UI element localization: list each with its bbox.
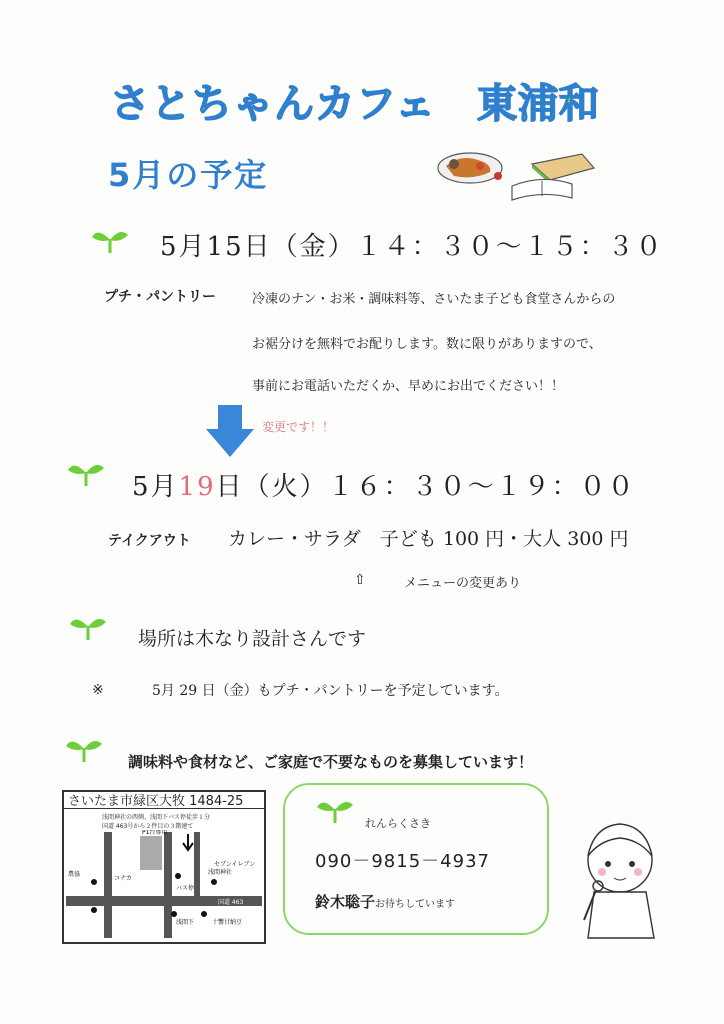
map-label-shrine: 浅間神社	[208, 869, 233, 876]
contact-waiting: お待ちしています	[375, 899, 456, 910]
collect-text: 調味料や食材など、ご家庭で不要なものを募集しています！	[128, 753, 534, 771]
event2-date	[132, 466, 636, 503]
sprout-icon	[68, 612, 108, 642]
event1-label: プチ・パントリー	[104, 289, 216, 305]
sprout-icon	[66, 458, 106, 488]
note-text: 5月 29 日（金）もプチ・パントリーを予定しています。	[152, 683, 509, 699]
event2-label: テイクアウト	[108, 533, 191, 549]
event2-date-prefix: 5月	[132, 472, 179, 502]
event1-line-1: 冷凍のナン・お米・調味料等、さいたま子ども食堂さんからの	[252, 292, 616, 307]
map-label-nokyo: 農協	[68, 871, 81, 878]
map-drawing	[64, 830, 264, 940]
event1-line-2: お裾分けを無料でお配りします。数に限りがありますので、	[252, 337, 602, 352]
map-label-store: セブンイレブン	[214, 861, 256, 868]
map-label-route: 国道 463	[218, 899, 244, 906]
contact-box	[283, 783, 549, 935]
food-illustration	[432, 146, 602, 202]
up-arrow-icon: ⇧	[354, 572, 366, 588]
map-label-amanatto: 十響甘納豆	[212, 919, 243, 926]
change-note: 変更です！！	[262, 420, 335, 434]
event2-menu-note: メニューの変更あり	[404, 576, 522, 591]
event2-date-suffix: 日（火）１６：３０～１９：００	[215, 472, 636, 502]
arrow-down-icon	[204, 405, 256, 459]
map-label-asamashita: 浅間下	[176, 919, 195, 926]
character-illustration	[574, 810, 664, 940]
map-label-konaka: コナカ	[114, 875, 132, 882]
map-label-parking: P1台専用	[142, 830, 168, 836]
map-caption-1: 浅間神社の西側、浅間下バス停徒歩１分	[102, 814, 211, 821]
contact-phone: 090－9815－4937	[315, 851, 490, 872]
event2-menu: カレー・サラダ 子ども 100 円・大人 300 円	[228, 528, 629, 550]
contact-signature	[315, 891, 455, 912]
page-title: さとちゃんカフェ 東浦和	[110, 81, 600, 127]
map-caption-2: 国道 463号から２件目の３階建て	[102, 823, 194, 830]
contact-heading: れんらくさき	[365, 817, 431, 830]
map-address: さいたま市緑区大牧 1484-25	[68, 794, 244, 809]
sprout-icon	[315, 795, 355, 825]
event2-date-day: 19	[178, 472, 216, 502]
event1-line-3: 事前にお電話いただくか、早めにお出でください！！	[252, 379, 565, 394]
sprout-icon	[90, 225, 130, 255]
place-text: 場所は木なり設計さんです	[138, 628, 367, 650]
sprout-icon	[64, 734, 104, 764]
page-subtitle: 5月の予定	[108, 156, 269, 194]
event1-date: 5月15日（金）１４：３０～１５：３０	[160, 232, 664, 262]
map	[62, 790, 266, 944]
note-mark: ※	[92, 682, 104, 698]
contact-name: 鈴木聡子	[315, 893, 376, 911]
map-label-bus-stop: バス停	[176, 885, 195, 892]
